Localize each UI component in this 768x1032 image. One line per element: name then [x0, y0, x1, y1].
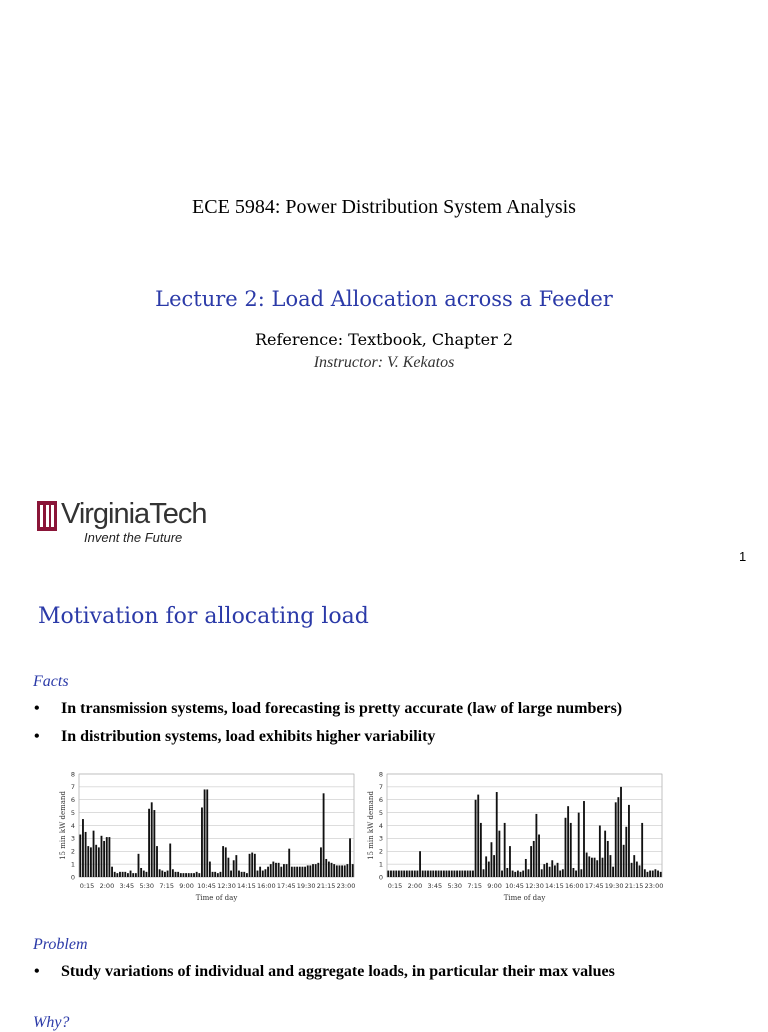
bar [580, 869, 582, 877]
bar [299, 867, 301, 877]
bar [90, 847, 92, 877]
y-tick-label: 8 [70, 770, 75, 779]
bar [512, 871, 514, 877]
bar [230, 871, 232, 877]
fact-bullet-1: • In transmission systems, load forecasting is pretty accurate (law of large numbers) [34, 700, 623, 717]
bar [554, 865, 556, 877]
x-tick-label: 0:15 [387, 882, 403, 890]
bar [167, 871, 169, 877]
load-chart-left [57, 768, 357, 916]
x-tick-label: 2:00 [407, 882, 423, 890]
bar [496, 792, 498, 877]
x-tick-label: 14:15 [237, 882, 256, 890]
bar [108, 837, 110, 877]
bar [493, 855, 495, 877]
bar [480, 823, 482, 877]
bar [143, 871, 145, 877]
fact-bullet-2: • In distribution systems, load exhibits higher variability [34, 728, 436, 745]
bar [419, 851, 421, 877]
why-label: Why? [33, 1014, 70, 1031]
bar [217, 873, 219, 877]
bar [475, 800, 477, 877]
logo-emblem-icon [37, 501, 57, 531]
bar [535, 814, 537, 877]
bar [467, 871, 469, 877]
bar [517, 871, 519, 877]
bar [498, 831, 500, 877]
logo-wordmark: VirginiaTech [61, 498, 207, 530]
bar [114, 872, 116, 877]
bar [98, 847, 100, 877]
bar [288, 849, 290, 877]
bar [406, 871, 408, 877]
problem-text: Study variations of individual and aggregate loads, in particular their max values [61, 963, 615, 980]
bar [336, 865, 338, 877]
y-tick-label: 6 [378, 796, 383, 805]
bar [206, 789, 208, 877]
bar [617, 797, 619, 877]
bar [641, 823, 643, 877]
bar [333, 864, 335, 877]
bar [464, 871, 466, 877]
bar [198, 873, 200, 877]
x-tick-label: 23:00 [644, 882, 664, 890]
bar [456, 871, 458, 877]
y-tick-label: 3 [378, 834, 383, 843]
bar [422, 871, 424, 877]
bar [315, 864, 317, 877]
bar [506, 868, 508, 877]
bar [562, 869, 564, 877]
bar [177, 872, 179, 877]
bar [454, 871, 456, 877]
bar [427, 871, 429, 877]
bar [325, 859, 327, 877]
x-tick-label: 12:30 [217, 882, 236, 890]
bar [349, 838, 351, 877]
bar [594, 858, 596, 877]
bar [238, 871, 240, 877]
y-tick-label: 1 [70, 860, 75, 869]
bar [262, 871, 264, 877]
y-tick-label: 6 [70, 796, 75, 805]
bar [241, 872, 243, 877]
bar [339, 865, 341, 877]
bar [438, 871, 440, 877]
x-tick-label: 10:45 [505, 882, 524, 890]
bar [599, 826, 601, 878]
bar [95, 845, 97, 877]
y-tick-label: 2 [70, 847, 75, 856]
bar [124, 872, 126, 877]
x-tick-label: 17:45 [584, 882, 604, 890]
y-tick-label: 7 [70, 783, 75, 792]
x-axis-label: Time of day [503, 894, 546, 902]
bar [116, 873, 118, 877]
bar [387, 871, 389, 877]
bar [509, 846, 511, 877]
load-chart-right [365, 768, 665, 916]
x-tick-label: 5:30 [139, 882, 155, 890]
bar [172, 869, 174, 877]
bar [631, 863, 633, 877]
bar [416, 871, 418, 877]
bar [243, 872, 245, 877]
bar [525, 859, 527, 877]
bar [403, 871, 405, 877]
x-tick-label: 23:00 [336, 882, 356, 890]
bar [557, 863, 559, 877]
bar [514, 872, 516, 877]
bar [190, 873, 192, 877]
bar [294, 867, 296, 877]
bar [127, 873, 129, 877]
lecture-title: Lecture 2: Load Allocation across a Feeder [155, 287, 613, 311]
bar [533, 841, 535, 877]
bar [153, 810, 155, 877]
bar [501, 871, 503, 877]
bar [620, 787, 622, 877]
bar [93, 831, 95, 877]
bar [132, 873, 134, 877]
bar [328, 862, 330, 877]
bar [628, 805, 630, 877]
x-tick-label: 19:30 [296, 882, 316, 890]
x-tick-label: 16:00 [256, 882, 276, 890]
bar [302, 867, 304, 877]
bar [546, 863, 548, 877]
bar [446, 871, 448, 877]
bar [588, 856, 590, 877]
bar [633, 855, 635, 877]
bar [175, 872, 177, 877]
bar [522, 871, 524, 877]
bar [644, 869, 646, 877]
bar [304, 867, 306, 877]
bar [483, 869, 485, 877]
bar [103, 841, 105, 877]
bar [188, 873, 190, 877]
chart-svg [365, 768, 665, 916]
bar [567, 806, 569, 877]
bar [111, 867, 113, 877]
bar [270, 864, 272, 877]
problem-label: Problem [33, 936, 88, 953]
bar [491, 842, 493, 877]
instructor-line: Instructor: V. Kekatos [313, 354, 455, 371]
bar [654, 869, 656, 877]
bar [183, 873, 185, 877]
bar [559, 871, 561, 877]
bar [169, 844, 171, 877]
bar [307, 865, 309, 877]
bar [246, 873, 248, 877]
bar [541, 869, 543, 877]
bar [296, 867, 298, 877]
y-axis-label: 15 min kW demand [59, 791, 67, 860]
bar [393, 871, 395, 877]
bar [138, 854, 140, 877]
x-tick-label: 9:00 [487, 882, 502, 890]
bar [272, 862, 274, 877]
bar [267, 867, 269, 877]
bar [430, 871, 432, 877]
bar [543, 864, 545, 877]
x-tick-label: 12:30 [525, 882, 544, 890]
x-tick-label: 5:30 [447, 882, 463, 890]
bar [586, 853, 588, 877]
bar [130, 871, 132, 877]
bar [488, 862, 490, 877]
bar [409, 871, 411, 877]
bar [214, 872, 216, 877]
bar [249, 854, 251, 877]
bar [352, 864, 354, 877]
bar [275, 863, 277, 877]
x-tick-label: 2:00 [99, 882, 115, 890]
bar [549, 867, 551, 877]
bar [193, 873, 195, 877]
bar [106, 837, 108, 877]
bar [220, 872, 222, 877]
bar [291, 867, 293, 877]
bar [146, 872, 148, 877]
bar [451, 871, 453, 877]
bar [570, 823, 572, 877]
bar [625, 827, 627, 877]
bar [649, 871, 651, 877]
bar [591, 858, 593, 877]
bar [390, 871, 392, 877]
bar [312, 864, 314, 877]
x-tick-label: 17:45 [276, 882, 296, 890]
chart-svg [57, 768, 357, 916]
bar [575, 871, 577, 877]
bar [280, 867, 282, 877]
bar [652, 871, 654, 877]
bar [657, 871, 659, 877]
x-tick-label: 7:15 [159, 882, 174, 890]
bar [135, 873, 137, 877]
y-tick-label: 3 [70, 834, 75, 843]
bar [477, 795, 479, 877]
reference-line: Reference: Textbook, Chapter 2 [254, 330, 514, 349]
bar [472, 871, 474, 877]
bar [85, 832, 87, 877]
y-tick-label: 5 [378, 808, 383, 817]
x-tick-label: 3:45 [119, 882, 135, 890]
bar [578, 813, 580, 877]
page-number: 1 [739, 549, 747, 564]
bar [623, 845, 625, 877]
bar [639, 865, 641, 877]
bar [504, 823, 506, 877]
bar [87, 846, 89, 877]
bar [660, 872, 662, 877]
virginia-tech-logo [37, 500, 237, 546]
y-tick-label: 2 [378, 847, 383, 856]
bar [572, 868, 574, 877]
bar [485, 856, 487, 877]
bar [610, 855, 612, 877]
bar [264, 869, 266, 877]
bar [443, 871, 445, 877]
bar [583, 801, 585, 877]
bar [320, 847, 322, 877]
bar [647, 872, 649, 877]
bar [235, 855, 237, 877]
bar [636, 862, 638, 877]
y-tick-label: 5 [70, 808, 75, 817]
y-tick-label: 0 [378, 873, 383, 882]
bar [530, 846, 532, 877]
bar [204, 789, 206, 877]
bar [212, 872, 214, 877]
bar [222, 846, 224, 877]
bar [151, 802, 153, 877]
bar [538, 835, 540, 877]
bar [520, 872, 522, 877]
bar [459, 871, 461, 877]
bar [565, 818, 567, 877]
bar [185, 873, 187, 877]
bar [461, 871, 463, 877]
x-axis-label: Time of day [195, 894, 238, 902]
y-tick-label: 8 [378, 770, 383, 779]
bar [398, 871, 400, 877]
bar [119, 872, 121, 877]
x-tick-label: 21:15 [316, 882, 336, 890]
bar [79, 835, 81, 877]
bar [607, 841, 609, 877]
bar [148, 809, 150, 877]
x-tick-label: 16:00 [564, 882, 584, 890]
bar [528, 869, 530, 877]
x-tick-label: 21:15 [624, 882, 644, 890]
bar [435, 871, 437, 877]
bar [122, 872, 124, 877]
bar [395, 871, 397, 877]
bar [401, 871, 403, 877]
bar [101, 836, 103, 877]
bar [344, 865, 346, 877]
bar [440, 871, 442, 877]
y-tick-label: 4 [378, 821, 383, 830]
facts-label: Facts [33, 673, 69, 690]
bar [602, 858, 604, 877]
bar [604, 831, 606, 877]
logo-tagline: Invent the Future [84, 530, 183, 545]
x-tick-label: 3:45 [427, 882, 443, 890]
bar [596, 860, 598, 877]
bar [323, 793, 325, 877]
bar [341, 865, 343, 877]
bar [317, 863, 319, 877]
bar [283, 864, 285, 877]
x-tick-label: 0:15 [79, 882, 95, 890]
bar [259, 867, 261, 877]
x-tick-label: 19:30 [604, 882, 624, 890]
bar [551, 860, 553, 877]
bar [254, 854, 256, 877]
bar [140, 868, 142, 877]
bar [82, 819, 84, 877]
problem-bullet: • Study variations of individual and aggregate loads, in particular their max values [34, 963, 615, 980]
fact-text-2: In distribution systems, load exhibits higher variability [61, 728, 436, 745]
bar [411, 871, 413, 877]
bar [469, 871, 471, 877]
bar [156, 846, 158, 877]
bar [424, 871, 426, 877]
bar [331, 863, 333, 877]
bar [233, 860, 235, 877]
bar [227, 858, 229, 877]
bar [196, 872, 198, 877]
bar [346, 864, 348, 877]
x-tick-label: 7:15 [467, 882, 482, 890]
slide-title: Motivation for allocating load [38, 604, 369, 629]
bar [309, 865, 311, 877]
bar [615, 802, 617, 877]
bar [164, 872, 166, 877]
x-tick-label: 9:00 [179, 882, 194, 890]
bar [161, 871, 163, 877]
bar [448, 871, 450, 877]
x-tick-label: 14:15 [545, 882, 564, 890]
content-slide [0, 580, 768, 1031]
course-title: ECE 5984: Power Distribution System Analysis [192, 196, 576, 218]
bar [159, 869, 161, 877]
bar [414, 871, 416, 877]
fact-text-1: In transmission systems, load forecasting is pretty accurate (law of large numbers) [61, 700, 623, 717]
bar [251, 853, 253, 877]
y-axis-label: 15 min kW demand [367, 791, 375, 860]
bar [225, 847, 227, 877]
bar [209, 862, 211, 877]
bar [201, 807, 203, 877]
y-tick-label: 4 [70, 821, 75, 830]
bar [278, 863, 280, 877]
bar [286, 864, 288, 877]
bar [432, 871, 434, 877]
y-tick-label: 7 [378, 783, 383, 792]
bar [612, 867, 614, 877]
y-tick-label: 1 [378, 860, 383, 869]
y-tick-label: 0 [70, 873, 75, 882]
bar [180, 873, 182, 877]
x-tick-label: 10:45 [197, 882, 216, 890]
bar [257, 871, 259, 877]
